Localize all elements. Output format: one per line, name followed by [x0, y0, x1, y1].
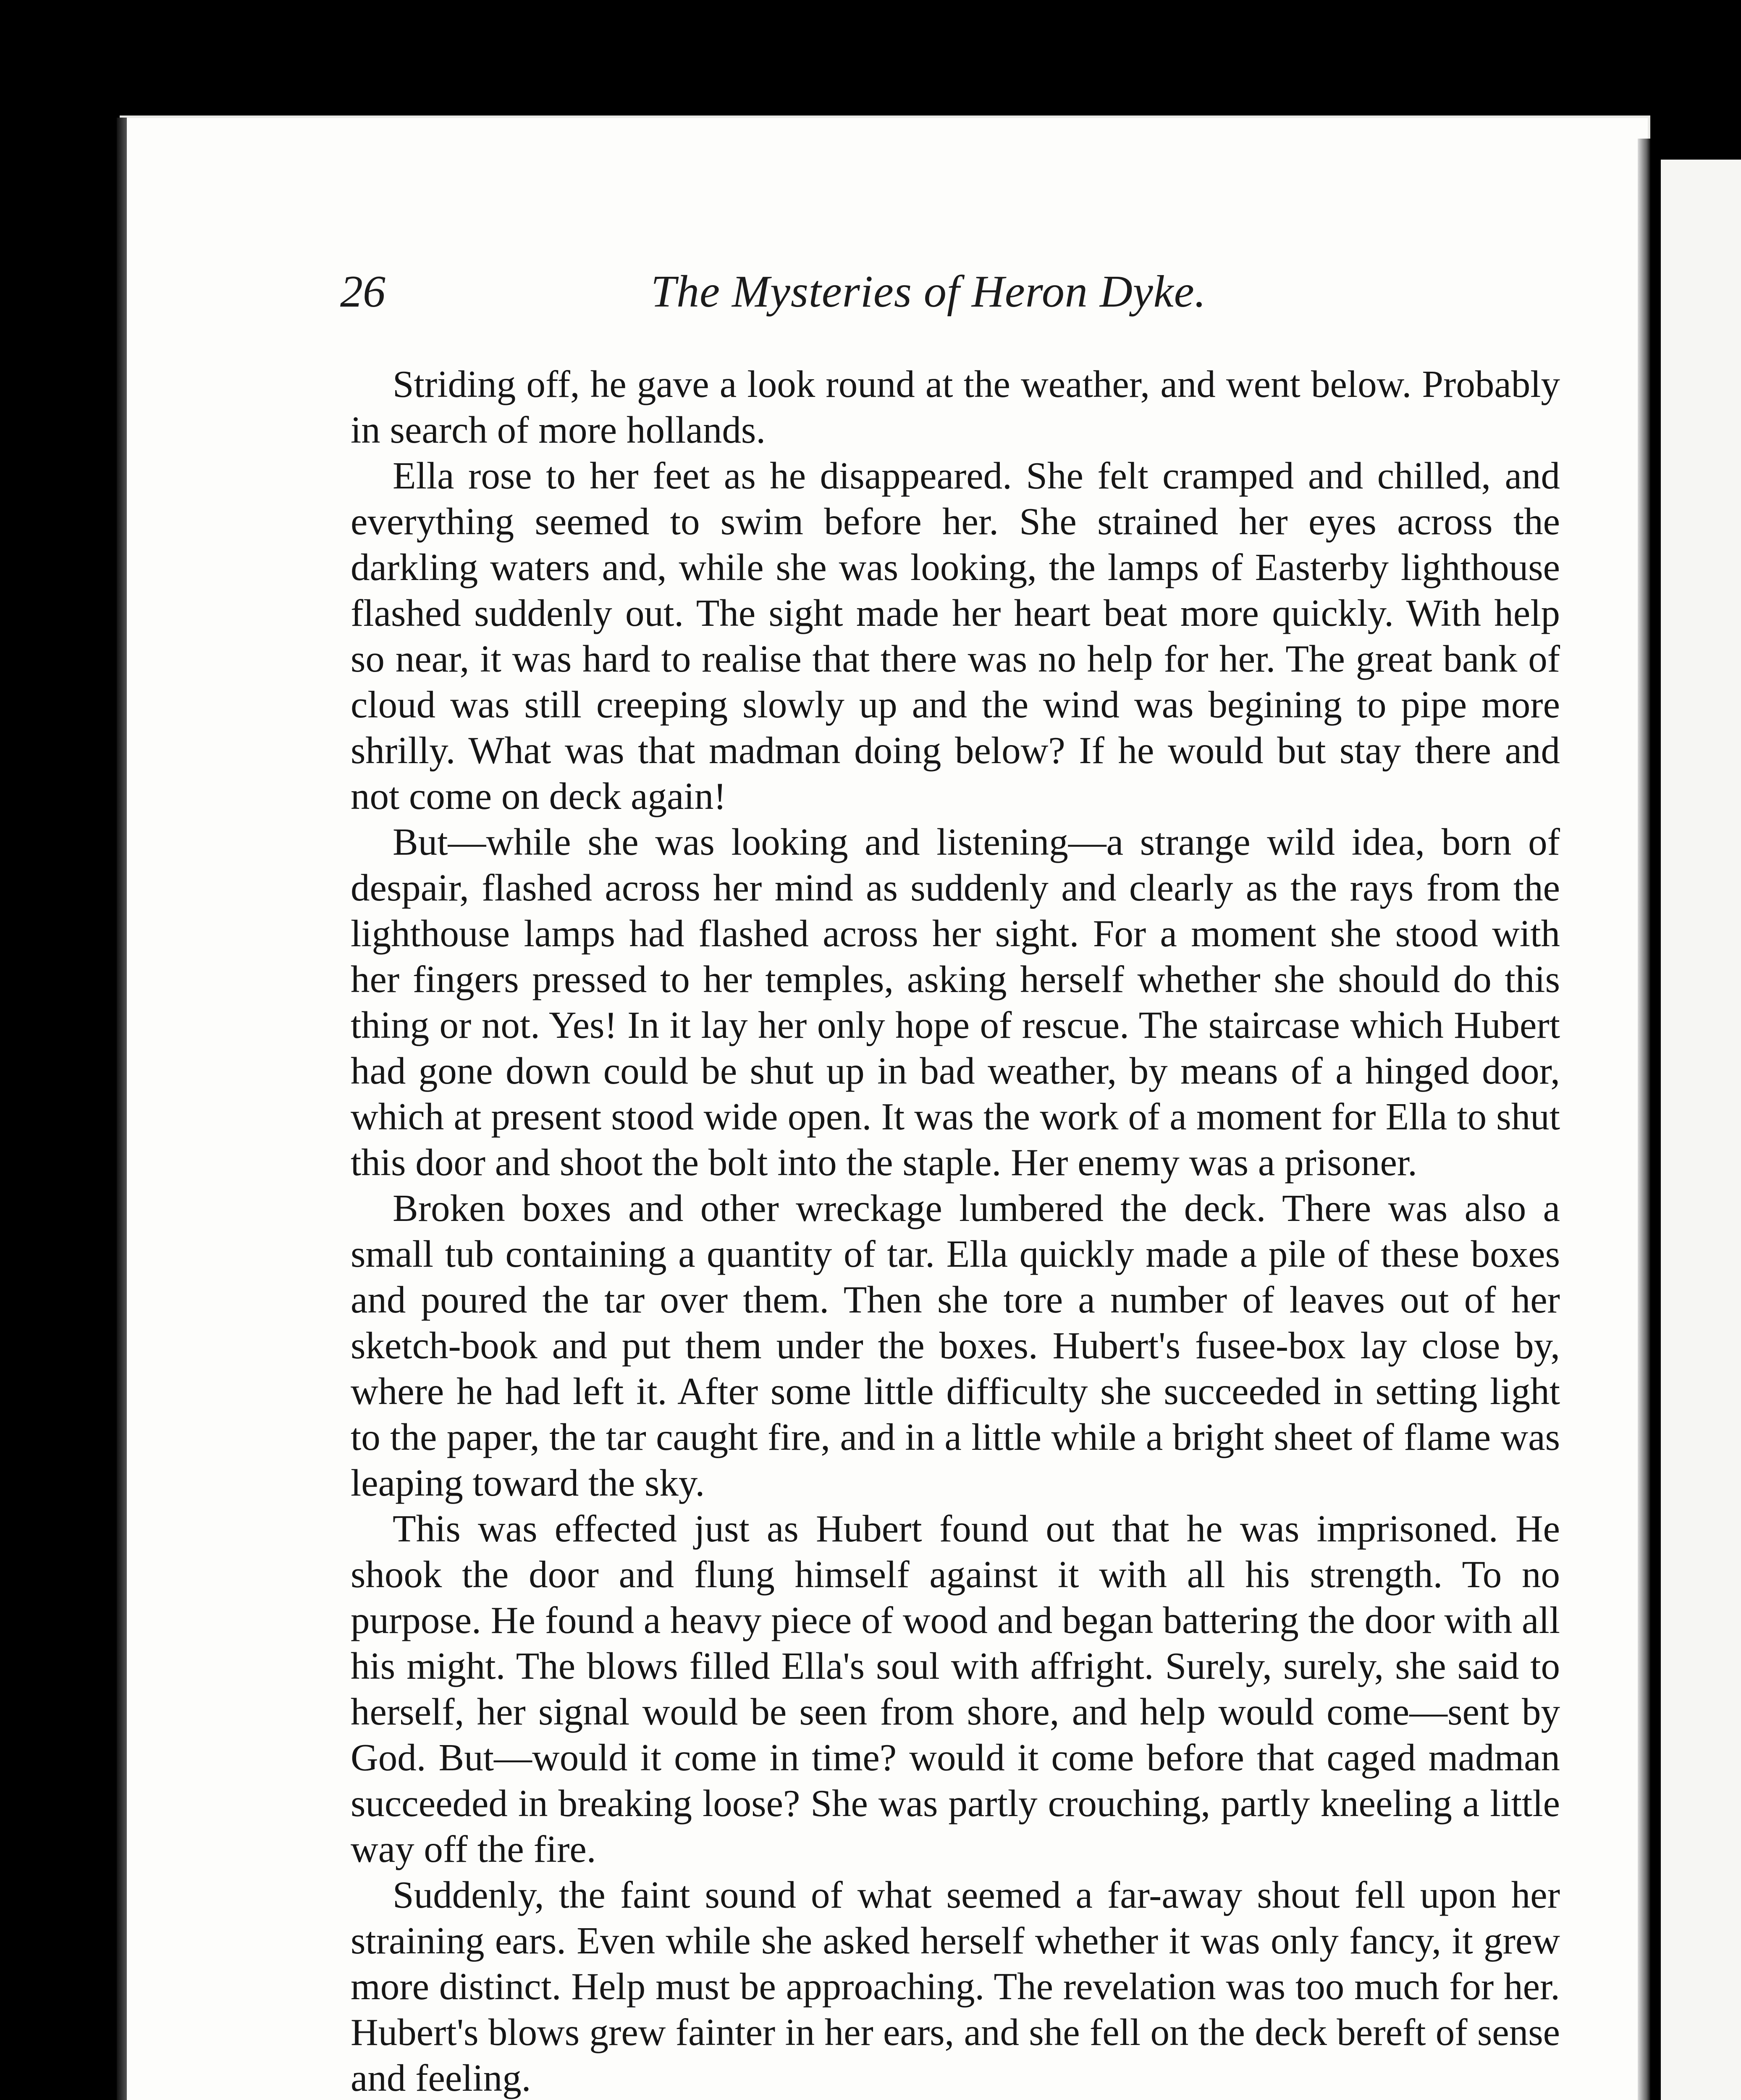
paragraph: Ella rose to her feet as he disappeared. She felt cramped and chilled, and everything seemed to swim before her. She strained her eyes across the darkling waters and, while she was looking, the lamps of Easterby lighthouse flashed suddenly out. The sight made her heart beat more quickly. With help so near, it was hard to realise that there was no help for her. The great bank of cloud was still creeping slowly up and the wind was begining to pipe more shrilly. What was that madman doing below? If he would but stay there and not come on deck again! — [351, 454, 1560, 817]
body-text — [351, 361, 1560, 2100]
paragraph: Striding off, he gave a look round at the weather, and went below. Probably in search of more hollands. — [351, 363, 1560, 451]
paragraph: Broken boxes and other wreckage lumbered the deck. There was also a small tub containing a quantity of tar. Ella quickly made a pile of these boxes and poured the tar over them. Then she tore a number of leaves out of her sketch-book and put them under the boxes. Hubert's fusee-box lay close by, where he had left it. After some little difficulty she succeeded in setting light to the paper, the tar caught fire, and in a little while a bright sheet of flame was leaping toward the sky. — [351, 1187, 1560, 1504]
page-right-edge — [1638, 139, 1650, 2100]
page-spine-edge — [117, 118, 127, 2100]
page-number: 26 — [340, 267, 385, 317]
paragraph: This was effected just as Hubert found out that he was imprisoned. He shook the door and flung himself against it with all his strength. To no purpose. He found a heavy piece of wood and began battering the door with all his might. The blows filled Ella's soul with affright. Surely, surely, she said to herself, her signal would be seen from shore, and help would come—sent by God. But—would it come in time? would it come before that caged madman succeeded in breaking loose? She was partly crouching, partly kneeling a little way off the fire. — [351, 1507, 1560, 1870]
paragraph: Suddenly, the faint sound of what seemed a far-away shout fell upon her straining ears. Even while she asked herself whether it was only fancy, it grew more distinct. Help must be approaching. The revelation was too much for her. Hubert's blows grew fainter in her ears, and she fell on the deck bereft of sense and feeling. — [351, 1874, 1560, 2099]
paragraph: But—while she was looking and listening—a strange wild idea, born of despair, flashed across her mind as suddenly and clearly as the rays from the lighthouse lamps had flashed across her sight. For a moment she stood with her fingers pressed to her temples, asking herself whether she should do this thing or not. Yes! In it lay her only hope of rescue. The staircase which Hubert had gone down could be shut up in bad weather, by means of a hinged door, which at present stood wide open. It was the work of a moment for Ella to shut this door and shoot the bolt into the staple. Her enemy was a prisoner. — [351, 821, 1560, 1184]
gutter-shadow — [1650, 139, 1662, 2100]
running-title: The Mysteries of Heron Dyke. — [651, 267, 1206, 317]
facing-page-edge — [1661, 160, 1741, 2100]
running-head — [340, 260, 1558, 323]
